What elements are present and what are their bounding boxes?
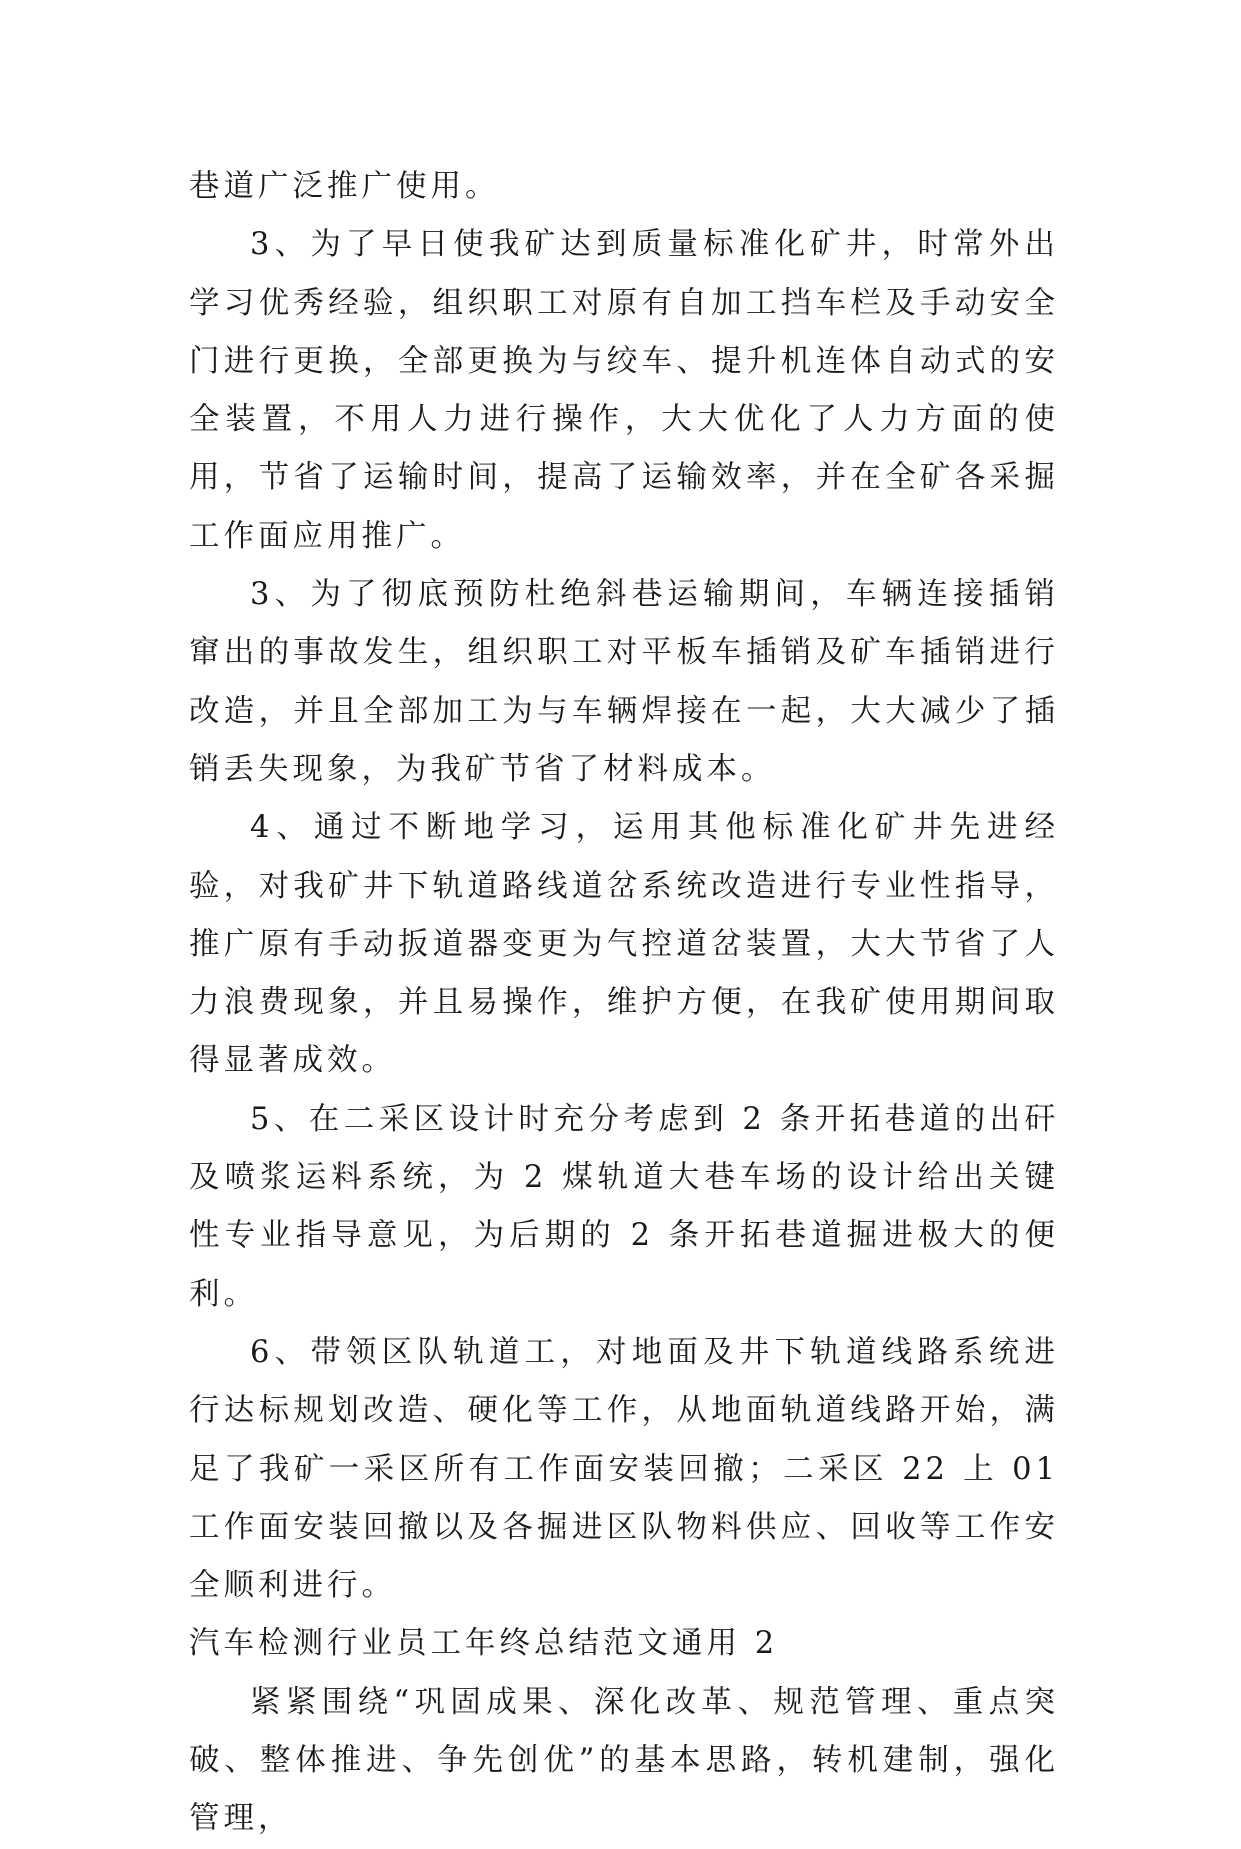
paragraph-item-4-switch-upgrade: 4、通过不断地学习，运用其他标准化矿井先进经验，对我矿井下轨道路线道岔系统改造进行专业性指导，推广原有手动扳道器变更为气控道岔装置，大大节省了人力浪费现象，并且易操作，维护方便，在我矿使用期间取得显著成效。	[189, 810, 1059, 1079]
section-heading: 汽车检测行业员工年终总结范文通用 2	[189, 1626, 779, 1662]
document-body	[189, 158, 1059, 1849]
paragraph-continuation: 巷道广泛推广使用。	[189, 169, 500, 204]
paragraph-item-3-safety-devices: 3、为了早日使我矿达到质量标准化矿井，时常外出学习优秀经验，组织职工对原有自加工挡车栏及手动安全门进行更换，全部更换为与绞车、提升机连体自动式的安全装置，不用人力进行操作，大大优化了人力方面的使用，节省了运输时间，提高了运输效率，并在全矿各采掘工作面应用推广。	[189, 227, 1059, 554]
paragraph-summary-intro: 紧紧围绕“巩固成果、深化改革、规范管理、重点突破、整体推进、争先创优”的基本思路，转机建制，强化管理，	[189, 1684, 1059, 1837]
paragraph-item-6-track-renovation: 6、带领区队轨道工，对地面及井下轨道线路系统进行达标规划改造、硬化等工作，从地面轨道线路开始，满足了我矿一采区所有工作面安装回撤；二采区 22 上 01 工作面安装回撤以及各掘进区队物料供应、回收等工作安全顺利进行。	[189, 1334, 1059, 1604]
paragraph-item-5-mining-district-design: 5、在二采区设计时充分考虑到 2 条开拓巷道的出矸及喷浆运料系统，为 2 煤轨道大巷车场的设计给出关键性专业指导意见，为后期的 2 条开拓巷道掘进极大的便利。	[189, 1101, 1059, 1312]
paragraph-item-3-pin-modification: 3、为了彻底预防杜绝斜巷运输期间，车辆连接插销窜出的事故发生，组织职工对平板车插销及矿车插销进行改造，并且全部加工为与车辆焊接在一起，大大减少了插销丢失现象，为我矿节省了材料成本。	[189, 577, 1059, 787]
